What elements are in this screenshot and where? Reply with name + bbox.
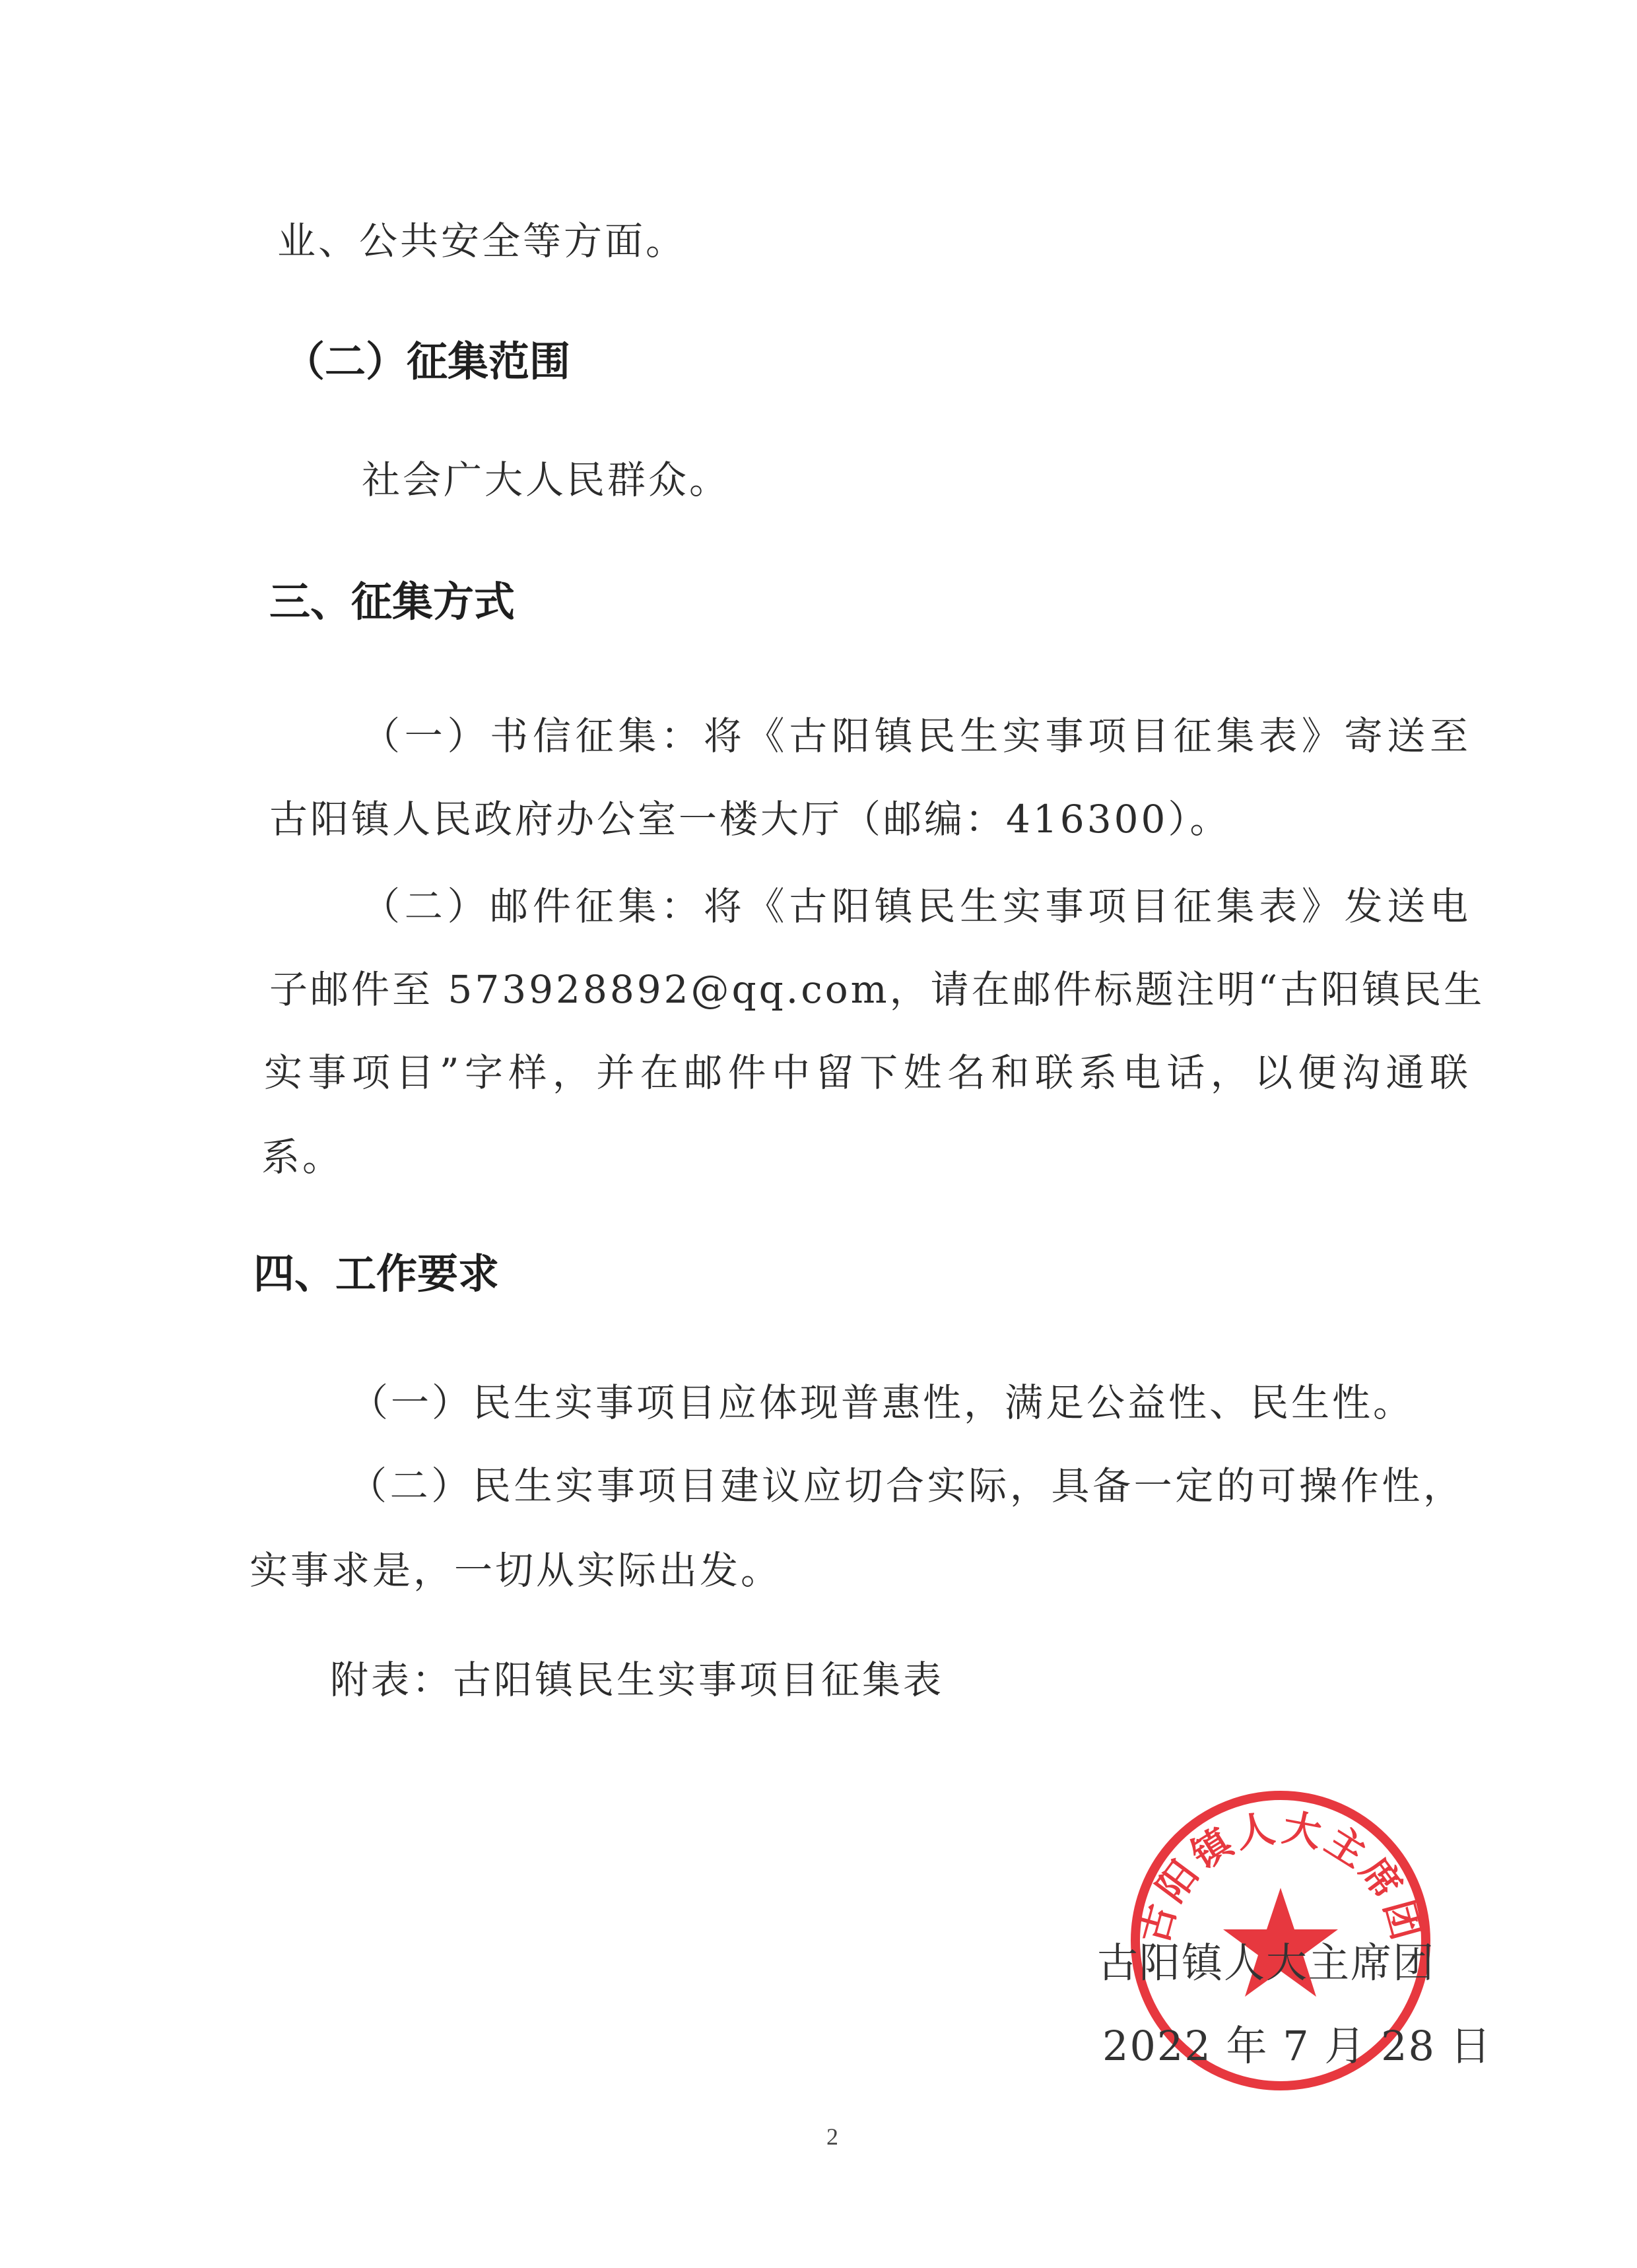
body-line: （一）书信征集：将《古阳镇民生实事项目征集表》寄送至 xyxy=(362,714,1471,758)
section-heading: 三、征集方式 xyxy=(269,578,516,626)
body-line: 社会广大人民群众。 xyxy=(362,457,731,502)
body-line: 实事项目”字样，并在邮件中留下姓名和联系电话，以便沟通联 xyxy=(264,1050,1471,1095)
seal-text: 古阳镇人大主席团 xyxy=(1131,1805,1430,1949)
body-line: 业、公共安全等方面。 xyxy=(277,218,687,263)
signature-org: 古阳镇人大主席团 xyxy=(1097,1939,1436,1987)
body-line: 系。 xyxy=(261,1135,344,1180)
body-line: （一）民生实事项目应体现普惠性，满足公益性、民生性。 xyxy=(350,1380,1415,1425)
body-line: （二）邮件征集：将《古阳镇民生实事项目征集表》发送电 xyxy=(362,884,1471,929)
section-heading: 四、工作要求 xyxy=(253,1250,500,1298)
body-line: （二）民生实事项目建议应切合实际，具备一定的可操作性， xyxy=(349,1463,1464,1508)
body-line: 实事求是，一切从实际出发。 xyxy=(250,1548,782,1593)
body-line: 子邮件至 573928892@qq.com，请在邮件标题注明“古阳镇民生 xyxy=(269,967,1485,1012)
page-number: 2 xyxy=(826,2123,838,2150)
attachment-line: 附表：古阳镇民生实事项目征集表 xyxy=(330,1657,945,1702)
signature-date: 2022 年 7 月 28 日 xyxy=(1102,2022,1492,2070)
body-line: 古阳镇人民政府办公室一楼大厅（邮编：416300）。 xyxy=(269,797,1231,842)
section-heading: （二）征集范围 xyxy=(284,337,571,385)
